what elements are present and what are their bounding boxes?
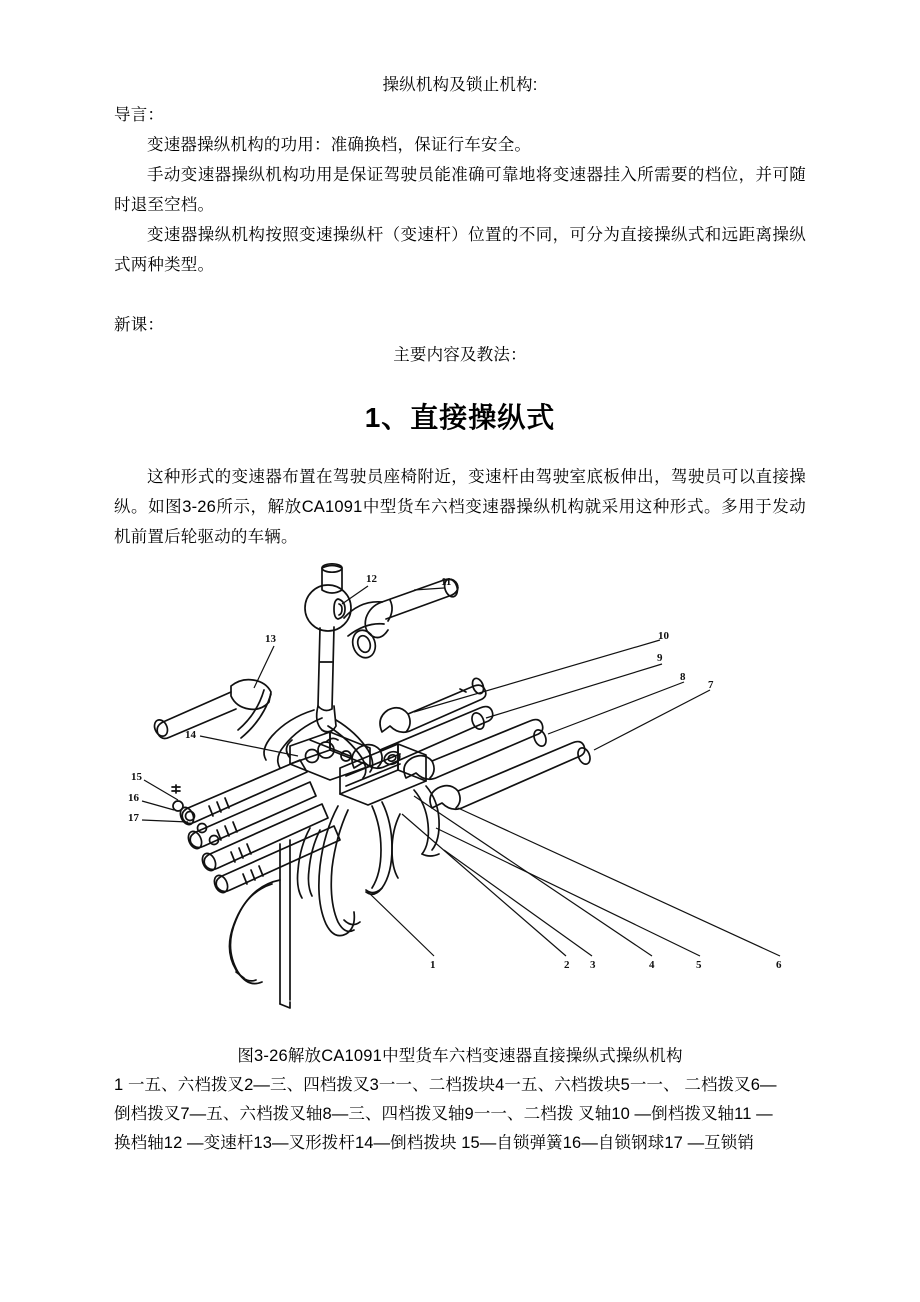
callout-8: 8 (680, 671, 686, 683)
callout-12: 12 (366, 573, 377, 585)
intro-paragraph-1: 变速器操纵机构的功用：准确换档，保证行车安全。 (147, 136, 532, 154)
figure-caption: 图3-26解放CA1091中型货车六档变速器直接操纵式操纵机构 (237, 1047, 683, 1065)
callout-9: 9 (657, 652, 663, 664)
callout-11: 11 (441, 576, 452, 588)
callout-7: 7 (708, 679, 714, 691)
figure-illustration (114, 560, 806, 1040)
main-content-label: 主要内容及教法： (393, 346, 527, 364)
callout-13: 13 (265, 633, 276, 645)
callout-17: 17 (128, 812, 139, 824)
document-title: 操纵机构及锁止机构: (382, 76, 538, 94)
transmission-shift-mechanism-diagram (114, 560, 806, 1040)
figure-legend-line-2: 倒档拨叉7—五、六档拨叉轴8—三、四档拨叉轴9一一、二档拨 叉轴10 —倒档拨叉轴11 — (114, 1105, 773, 1123)
callout-1: 1 (430, 959, 436, 971)
callout-14: 14 (185, 729, 196, 741)
section-paragraph: 这种形式的变速器布置在驾驶员座椅附近，变速杆由驾驶室底板伸出，驾驶员可以直接操纵。如图3-26所示，解放CA1091中型货车六档变速器操纵机构就采用这种形式。多用于发动机前置后轮驱动的车辆。 (114, 468, 806, 546)
callout-3: 3 (590, 959, 596, 971)
document-content (114, 70, 806, 1158)
callout-10: 10 (658, 630, 669, 642)
figure-legend-line-1: 1 一五、六档拨叉2—三、四档拨叉3一一、二档拨块4一五、六档拨块5一一、 二档拨叉6— (114, 1076, 777, 1094)
section-heading: 1、直接操纵式 (364, 402, 556, 433)
intro-paragraph-3: 变速器操纵机构按照变速操纵杆（变速杆）位置的不同，可分为直接操纵式和远距离操纵式两种类型。 (114, 226, 806, 274)
callout-15: 15 (131, 771, 142, 783)
intro-paragraph-2: 手动变速器操纵机构功用是保证驾驶员能准确可靠地将变速器挂入所需要的档位，并可随时退至空档。 (114, 166, 806, 214)
callout-4: 4 (649, 959, 655, 971)
figure-legend-line-3: 换档轴12 —变速杆13—叉形拨杆14—倒档拨块 15—自锁弹簧16—自锁钢球17 —互锁销 (114, 1134, 754, 1152)
callout-6: 6 (776, 959, 782, 971)
callout-16: 16 (128, 792, 139, 804)
paragraph-gap (114, 280, 806, 310)
new-lesson-label: 新课： (114, 316, 165, 334)
intro-label: 导言： (114, 106, 165, 124)
callout-5: 5 (696, 959, 702, 971)
callout-2: 2 (564, 959, 570, 971)
